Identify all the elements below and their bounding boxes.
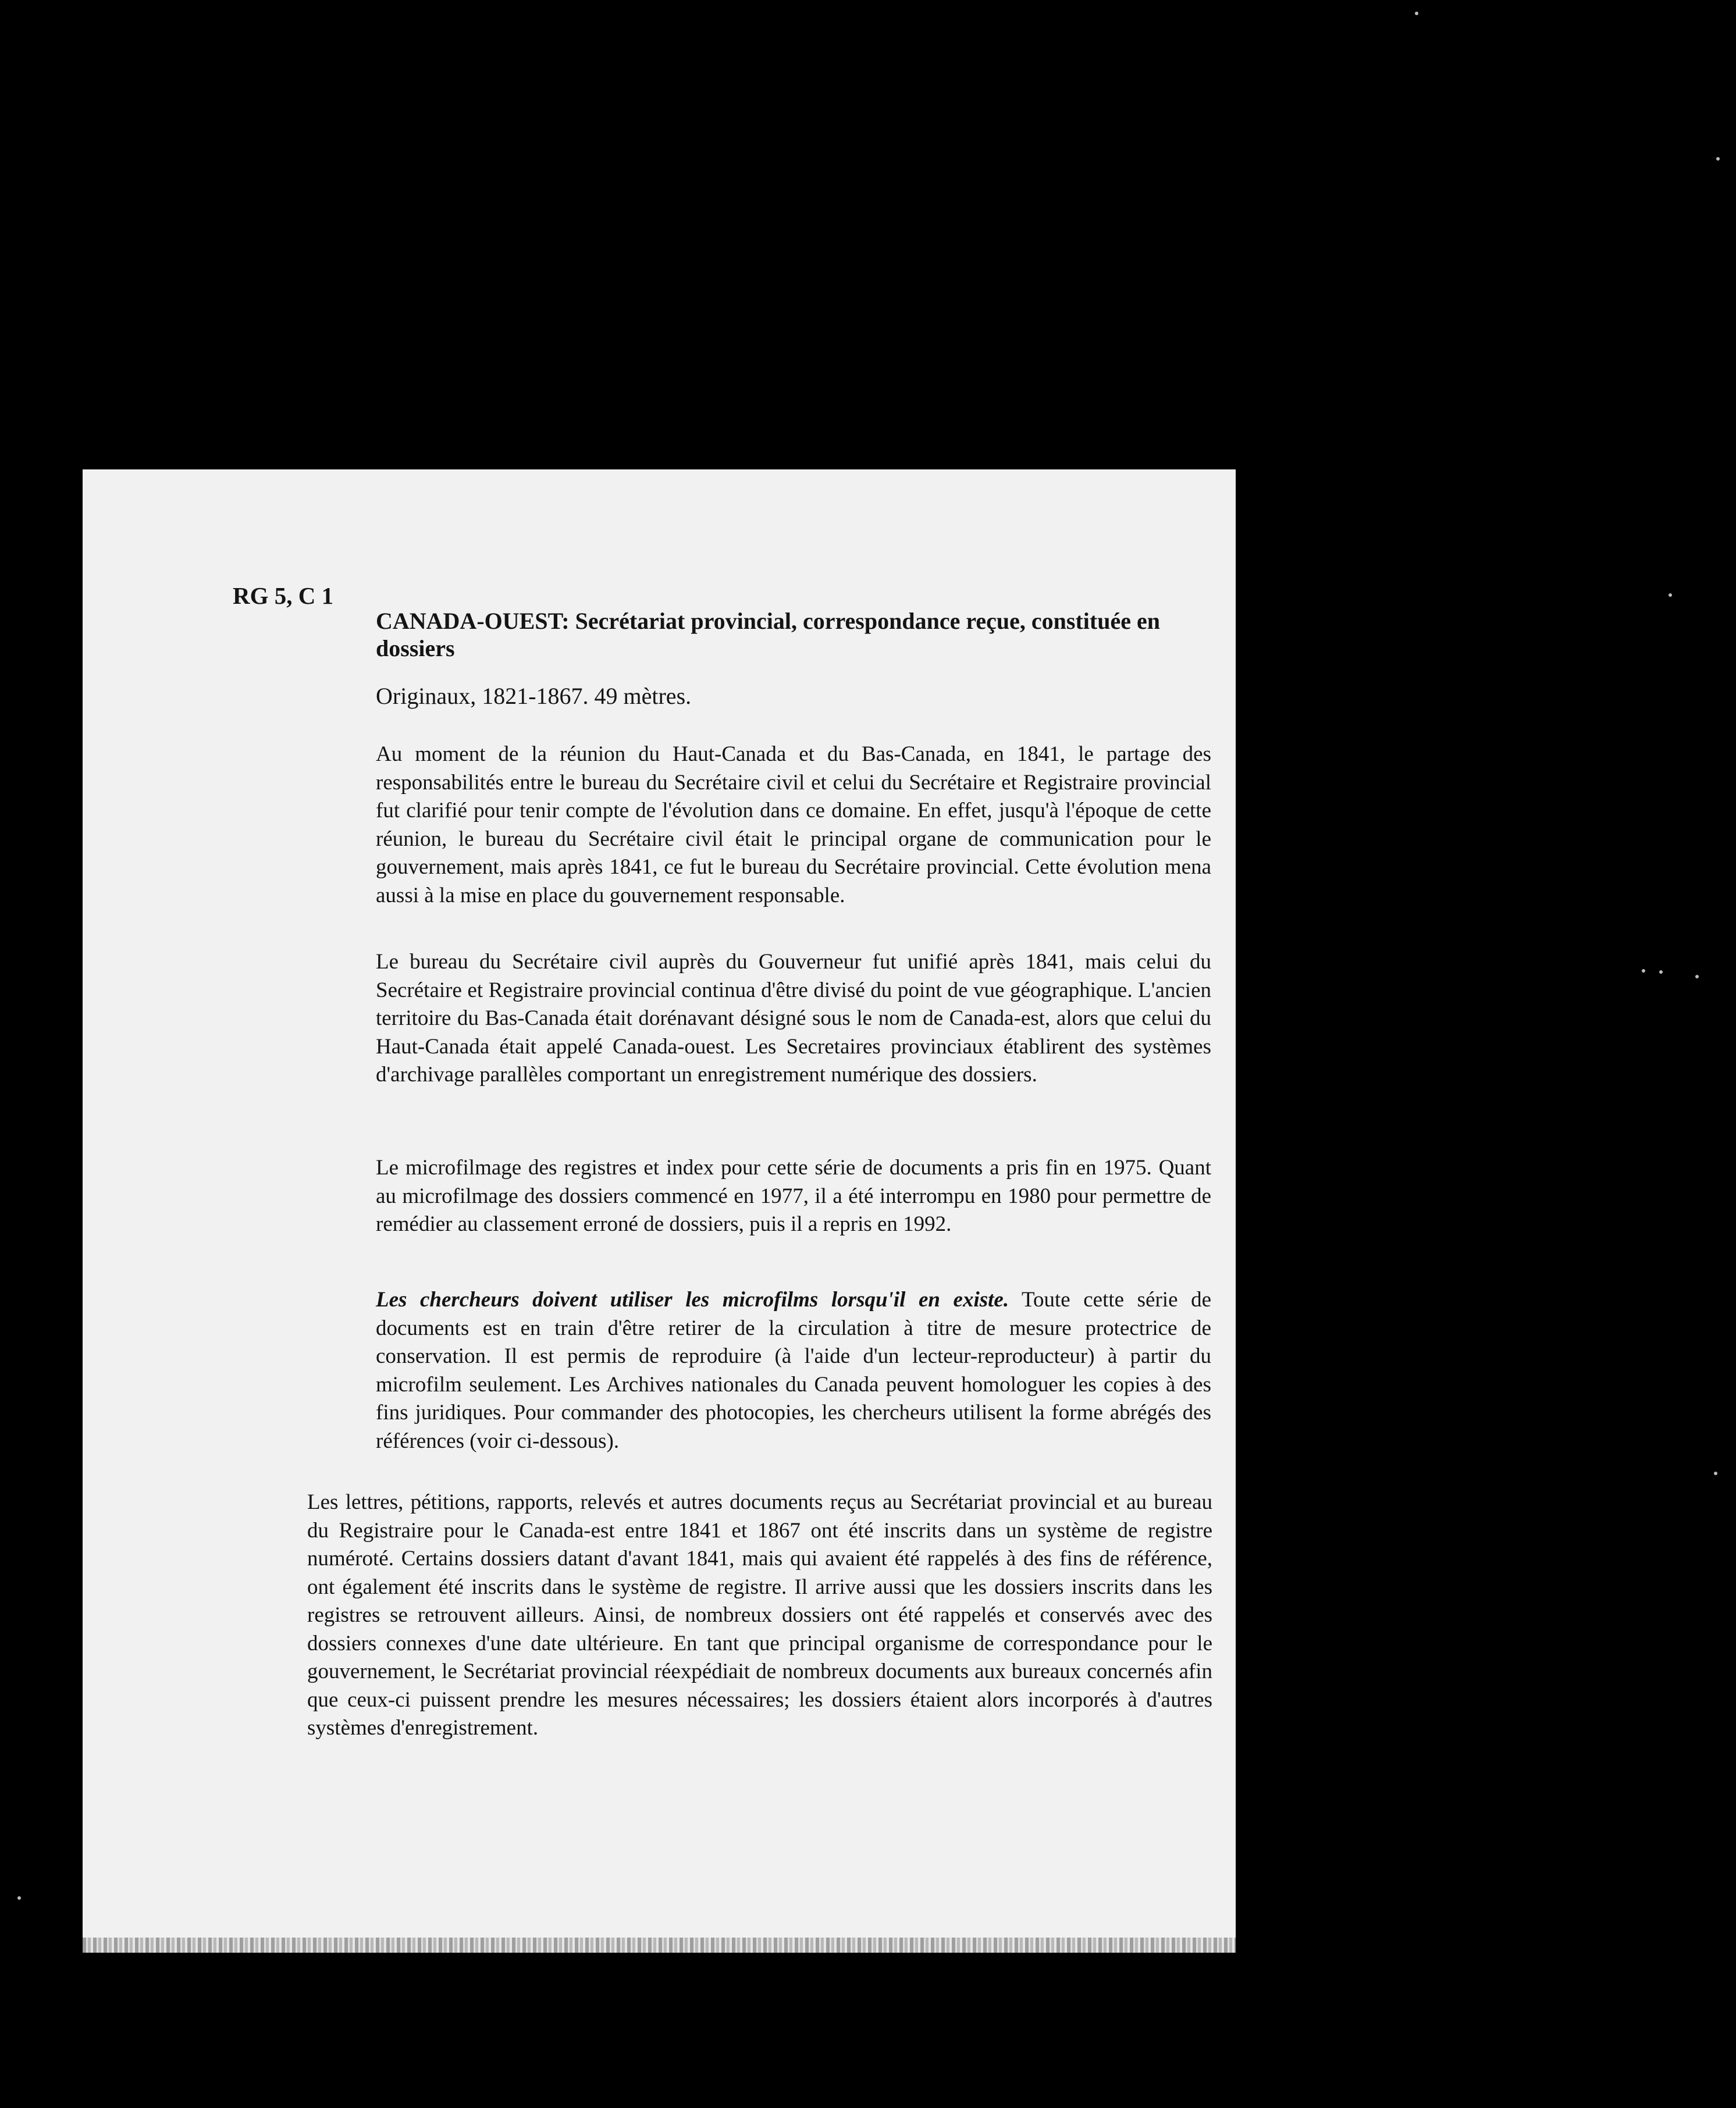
- extent-line: Originaux, 1821-1867. 49 mètres.: [376, 683, 692, 709]
- page-title: CANADA-OUEST: Secrétariat provincial, correspondance reçue, constituée en dossiers: [376, 608, 1160, 661]
- paragraph-4: [376, 1286, 1211, 1455]
- paragraph-4-body: Toute cette série de documents est en train d'être retirer de la circulation à titre de mesure protectrice de conservation. Il est permis de reproduire (à l'aide d'un lecteur-reproducteur) à partir du microfilm seulement. Les Archives nationales du Canada peuvent homologuer les copies à des fins juridiques. Pour commander des photocopies, les chercheurs utilisent la forme abrégés des références (voir ci-dessous).: [376, 1288, 1211, 1453]
- paragraph-4-lead: Les chercheurs doivent utiliser les microfilms lorsqu'il en existe.: [376, 1288, 1009, 1312]
- archive-reference: RG 5, C 1: [233, 582, 334, 609]
- film-speck: [1642, 969, 1645, 973]
- film-speck: [1659, 970, 1663, 974]
- film-edge-strip: [83, 1938, 1236, 1953]
- film-speck: [1716, 157, 1720, 161]
- paragraph-5: Les lettres, pétitions, rapports, relevés et autres documents reçus au Secrétariat provincial et au bureau du Registraire pour le Canada-est entre 1841 et 1867 ont été inscrits dans un système de registre numéroté. Certains dossiers datant d'avant 1841, mais qui avaient été rappelés à des fins de référence, ont également été inscrits dans le système de registre. Il arrive aussi que les dossiers inscrits dans les registres se retrouvent ailleurs. Ainsi, de nombreux dossiers ont été rappelés et conservés avec des dossiers connexes d'une date ultérieure. En tant que principal organisme de correspondance pour le gouvernement, le Secrétariat provincial réexpédiait de nombreux documents aux bureaux concernés afin que ceux-ci puissent prendre les mesures nécessaires; les dossiers étaient alors incorporés à d'autres systèmes d'enregistrement.: [307, 1490, 1212, 1740]
- paragraph-1: Au moment de la réunion du Haut-Canada et du Bas-Canada, en 1841, le partage des responsabilités entre le bureau du Secrétaire civil et celui du Secrétaire et Registraire provincial fut clarifié pour tenir compte de l'évolution dans ce domaine. En effet, jusqu'à l'époque de cette réunion, le bureau du Secrétaire civil était le principal organe de communication pour le gouvernement, mais après 1841, ce fut le bureau du Secrétaire provincial. Cette évolution mena aussi à la mise en place du gouvernement responsable.: [376, 742, 1211, 907]
- film-speck: [1714, 1472, 1717, 1475]
- film-speck: [1415, 12, 1418, 15]
- paragraph-3: Le microfilmage des registres et index pour cette série de documents a pris fin en 1975. Quant au microfilmage des dossiers commencé en 1977, il a été interrompu en 1980 pour permettre de remédier au classement erroné de dossiers, puis il a repris en 1992.: [376, 1156, 1211, 1236]
- film-speck: [17, 1896, 21, 1900]
- paragraph-2: Le bureau du Secrétaire civil auprès du Gouverneur fut unifié après 1841, mais celui du Secrétaire et Registraire provincial continua d'être divisé du point de vue géographique. L'ancien territoire du Bas-Canada était dorénavant désigné sous le nom de Canada-est, alors que celui du Haut-Canada était appelé Canada-ouest. Les Secretaires provinciaux établirent des systèmes d'archivage parallèles comportant un enregistrement numérique des dossiers.: [376, 950, 1211, 1087]
- scanned-page: [83, 469, 1236, 1953]
- film-speck: [1669, 593, 1672, 597]
- film-speck: [1695, 975, 1699, 978]
